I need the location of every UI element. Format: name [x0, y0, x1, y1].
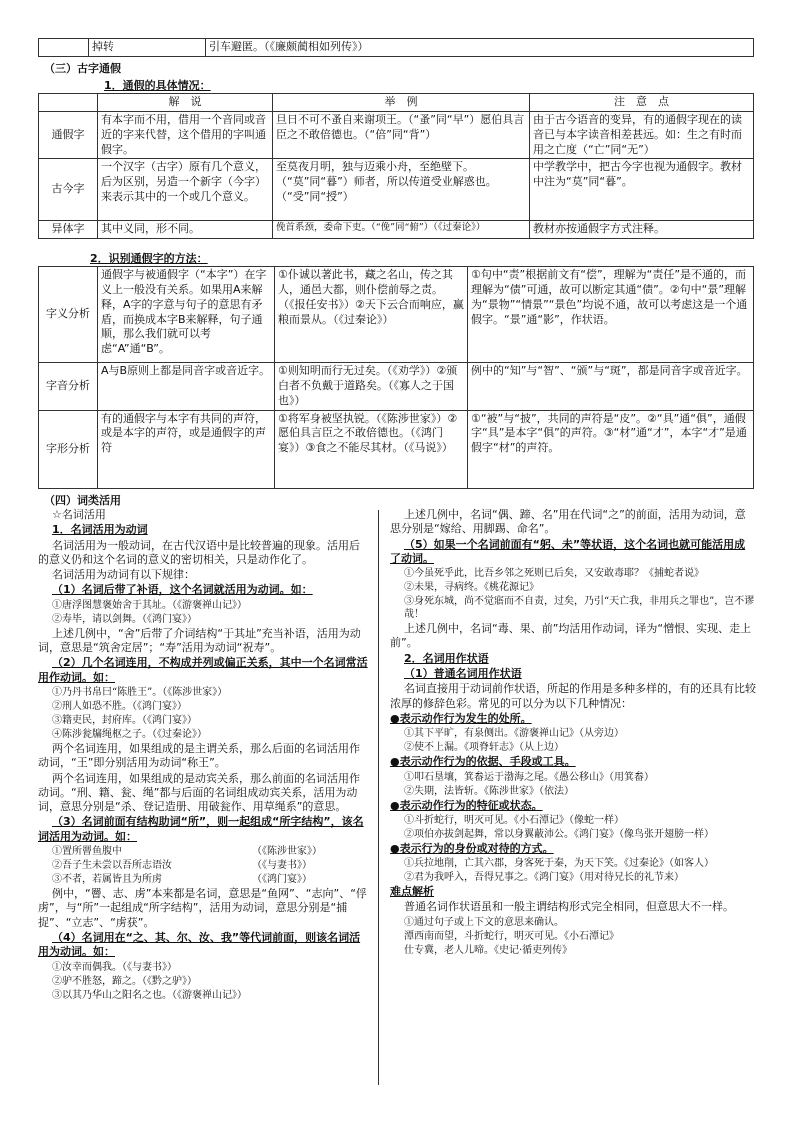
bullet-heading: ●表示动作行为的特征或状态。: [390, 798, 543, 812]
rule-heading: （3）名词前面有结构助词“所”，则一起组成“所字结构”，该名词活用为动词。如：: [38, 815, 364, 843]
bullet-heading: ●表示行为的身份或对待的方式。: [390, 841, 554, 855]
term-cell: 掉转: [89, 39, 206, 57]
row-ex: 俛首系颈，委命下吏。（“俛”同“俯”）（《过秦论》）: [273, 221, 530, 239]
subsection-1: 1．通假的具体情况：: [104, 79, 211, 92]
header-ex: 举 例: [273, 94, 530, 112]
method-label: 字音分析: [39, 363, 98, 411]
example-line: ②项伯亦拔剑起舞，常以身翼蔽沛公。《鸿门宴》（像鸟张开翅膀一样）: [404, 828, 714, 840]
example-line: [38, 845, 368, 858]
heading: ☆名词活用: [52, 508, 106, 521]
rule-heading: （1）名词后带了补语，这个名词就活用为动词。如：: [52, 583, 313, 597]
methods-table: [38, 266, 754, 489]
paragraph: 普通名词作状语虽和一般主谓结构形式完全相同，但意思大不一样。: [404, 900, 734, 914]
tongjia-table: [38, 93, 754, 239]
method-note: ①“被”与“披”，共同的声符是“皮”。②“具”通“俱”，通假字“具”是本字“俱”的声符。③“材”通“才”，本字“才”是通假字“材”的声符。: [468, 410, 754, 488]
method-ex: ①将军身被坚执锐。（《陈涉世家》）②愿伯具言臣之不敢倍德也。（《鸿门宴》）③食之不能尽其材。（《马说》）: [275, 410, 468, 488]
method-ex: ①则知明而行无过矣。（《劝学》）②颁白者不负戴于道路矣。（《寡人之于国也》）: [275, 363, 468, 411]
row-note: 由于古今语音的变异，有的通假字现在的读音已与本字读音相差甚远。如：生之有时而用之亡度（“亡”同“无”）: [530, 111, 754, 159]
method-note: 例中的“知”与“智”、“颁”与“斑”，都是同音字或音近字。: [468, 363, 754, 411]
section-title-3: （三）古字通假: [44, 62, 121, 75]
row-note: 教材亦按通假字方式注释。: [530, 221, 754, 239]
row-label: 通假字: [39, 111, 98, 159]
bullet-heading: ●表示动作行为发生的处所。: [390, 711, 532, 725]
top-table: [38, 38, 754, 57]
example-line: [38, 859, 368, 872]
row-expl: 一个汉字（古字）原有几个意义，后为区别，另造一个新字（今字）来表示其中的一个或几个意义。: [98, 159, 273, 221]
example-line: ①汝幸而偶我。（《与妻书》）: [52, 961, 177, 973]
table-row: [39, 111, 754, 159]
example-line: ①今虽死乎此，比吾乡邻之死则已后矣，又安敢毒耶？《捕蛇者说》: [404, 568, 704, 580]
paragraph: 名词直接用于动词前作状语，所起的作用是多种多样的，有的还具有比较浓厚的修辞色彩。常见的可以分为以下几种情况：: [390, 682, 756, 710]
example-text: ③不者，若属皆且为所虏: [52, 874, 162, 886]
example-line: 仕专冀，老人儿啼。《史记·循吏列传》: [404, 944, 573, 956]
paragraph: 例中，“罾、志、虏”本来都是名词，意思是“鱼网”、“志向”、“俘虏”，与“所”一起组成“所字结构”，活用为动词，意思分别是“捕捉”、“立志”、“虏获”。: [38, 887, 367, 929]
example-line: ①兵拉地削，亡其六郡，身客死于秦，为天下笑。《过秦论》（如客人）: [404, 858, 714, 870]
paragraph: 上述几例中，“舍”后带了介词结构“于其址”充当补语，活用为动词，意思是“筑舍定居”；“寿”活用为动词“祝寿”。: [38, 626, 361, 655]
row-expl: 有本字而不用，借用一个音同或音近的字来代替，这个借用的字叫通假字。: [98, 111, 273, 159]
paragraph: 上述几例中，名词“毒、果、前”均活用作动词，译为“憎恨、实现、走上前”。: [390, 622, 752, 650]
row-label: 异体字: [39, 221, 98, 239]
table-row: [39, 410, 754, 488]
example-line: [38, 873, 368, 886]
rule-heading: （5）如果一个名词前面有“躬、未”等状语，这个名词也就可能活用成了动词。: [390, 537, 746, 565]
desc-cell: 引车避匿。（《廉颇蔺相如列传》）: [206, 39, 754, 57]
example-text: ①置所罾鱼腹中: [52, 846, 122, 858]
row-expl: 其中义同，形不同。: [98, 221, 273, 239]
example-line: ③籍吏民，封府库。（《鸿门宴》）: [52, 714, 197, 726]
rule-heading: （4）名词用在“之、其、尔、汝、我”等代词前面，则该名词活用为动词。如：: [38, 930, 361, 959]
example-line: ②驴不胜怒，蹄之。（《黔之驴》）: [52, 975, 197, 987]
method-ex: ①仆诚以著此书，藏之名山，传之其人，通邑大都，则仆偿前辱之责。（《报任安书》）②天下云合而响应，赢粮而景从。（《过秦论》）: [275, 267, 468, 363]
bullet-heading: ●表示动作行为的依据、手段或工具。: [390, 755, 576, 769]
row-note: 中学教学中，把古今字也视为通假字。教材中注为“莫”同“暮”。: [530, 159, 754, 221]
subsection-2: 2．识别通假字的方法：: [90, 252, 208, 265]
example-source: （《鸿门宴》）: [252, 874, 312, 886]
example-line: ②君为我呼入，吾得兄事之。《鸿门宴》（用对待兄长的礼节来）: [404, 872, 684, 884]
example-line: ②未果，寻病终。《桃花源记》: [404, 582, 539, 594]
example-text: ②吾子生未尝以吾所志语汝: [52, 860, 172, 872]
example-source: （《陈涉世家》）: [252, 846, 322, 858]
example-line: ①乃丹书帛曰“陈胜王”。（《陈涉世家》）: [52, 686, 228, 698]
paragraph: 两个名词连用，如果组成的是动宾关系，那么前面的名词活用作动词。“刑、籍、瓮、绳”都与后面的名词组成动宾关系，活用为动词，意思分别是“杀、登记造册、用破瓮作、用草绳系”的意思。: [38, 771, 360, 814]
section-title-4: （四）词类活用: [44, 494, 121, 507]
header-expl: 解 说: [98, 94, 273, 112]
example-line: ①通过句子或上下文的意思来确认。: [404, 916, 564, 928]
method-expl: 有的通假字与本字有共同的声符，或是本字的声符，或是通假字的声符: [98, 410, 275, 488]
header-note: 注 意 点: [530, 94, 754, 112]
method-expl: 通假字与被通假字（“本字”）在字义上一般没有关系。如果用A来解释，A字的字意与句子的意思有矛盾，而换成本字B来解释，句子通顺，那么我们就可以考虑“A”通“B”。: [98, 267, 275, 363]
column-divider: [378, 510, 379, 1085]
example-line: ①叩石垦壤，箕畚运于渤海之尾。《愚公移山》（用箕畚）: [404, 771, 654, 783]
example-line: ①斗折蛇行，明灭可见。《小石潭记》（像蛇一样）: [404, 814, 624, 826]
table-row: [39, 221, 754, 239]
example-line: ②寿毕，请以剑舞。（《鸿门宴》）: [52, 613, 197, 625]
table-row: [39, 363, 754, 411]
example-line: ②失期，法皆斩。《陈涉世家》（依法）: [404, 785, 574, 797]
subheading: 1．名词活用为动词: [52, 523, 148, 537]
example-line: ①其下平旷，有泉侧出。《游褒禅山记》（从旁边）: [404, 728, 624, 740]
paragraph: 名词活用为动词有以下规律：: [52, 568, 195, 582]
example-line: ②刑人如恐不胜。（《鸿门宴》）: [52, 700, 187, 712]
method-expl: A与B原则上都是同音字或音近字。: [98, 363, 275, 411]
method-note: ①句中“责”根据前文有“偿”，理解为“责任”是不通的，而理解为“债”可通，故可以断定其通“债”。②句中“景”理解为“景物”“情景”“景色”均说不通，故可以考虑这是一个通假字。“景”通“影”，作状语。: [468, 267, 754, 363]
right-column: [390, 508, 756, 958]
rule-heading: （2）几个名词连用，不构成并列或偏正关系，其中一个名词常活用作动词。如：: [38, 656, 368, 684]
left-column: [38, 508, 368, 1003]
row-ex: 旦日不可不蚤自来谢项王。（“蚤”同“早”）愿伯具言臣之不敢倍德也。（“倍”同“背”）: [273, 111, 530, 159]
method-label: 字形分析: [39, 410, 98, 488]
example-line: ③以其乃华山之阳名之也。（《游褒禅山记》）: [52, 989, 247, 1001]
table-row: [39, 267, 754, 363]
example-line: ④陈涉瓮牖绳枢之子。（《过秦论》）: [52, 728, 207, 740]
example-line: ③身死东城，尚不觉寤而不自责，过矣，乃引“天亡我，非用兵之罪也”，岂不谬哉！: [404, 596, 755, 621]
row-ex: 至莫夜月明，独与迈乘小舟，至绝壁下。（“莫”同“暮”）师者，所以传道受业解惑也。（“受”同“授”）: [273, 159, 530, 221]
example-line: ①唐浮图慧褒始舍于其址。（《游褒禅山记》）: [52, 599, 247, 611]
example-line: 潭西南而望，斗折蛇行，明灭可见。《小石潭记》: [404, 930, 619, 942]
row-label: 古今字: [39, 159, 98, 221]
bullet-heading: 难点解析: [390, 885, 434, 899]
subheading: 2．名词用作状语: [404, 651, 489, 665]
example-line: ②使不上漏。《项脊轩志》（从上边）: [404, 742, 564, 754]
example-source: （《与妻书》）: [252, 860, 312, 872]
table-row: [39, 159, 754, 221]
paragraph: 两个名词连用，如果组成的是主谓关系，那么后面的名词活用作动词，“王”即分别活用为动词“称王”。: [38, 741, 360, 770]
paragraph: 上述几例中，名词“偶、蹄、名”用在代词“之”的前面，活用为动词，意思分别是“嫁给、用脚踢、命名”。: [390, 508, 746, 536]
method-label: 字义分析: [39, 267, 98, 363]
rule-heading: （1）普通名词用作状语: [404, 667, 522, 681]
paragraph: 名词活用为一般动词，在古代汉语中是比较普遍的现象。活用后的意义仍和这个名词的意义的密切相关，只是动作化了。: [38, 538, 360, 566]
